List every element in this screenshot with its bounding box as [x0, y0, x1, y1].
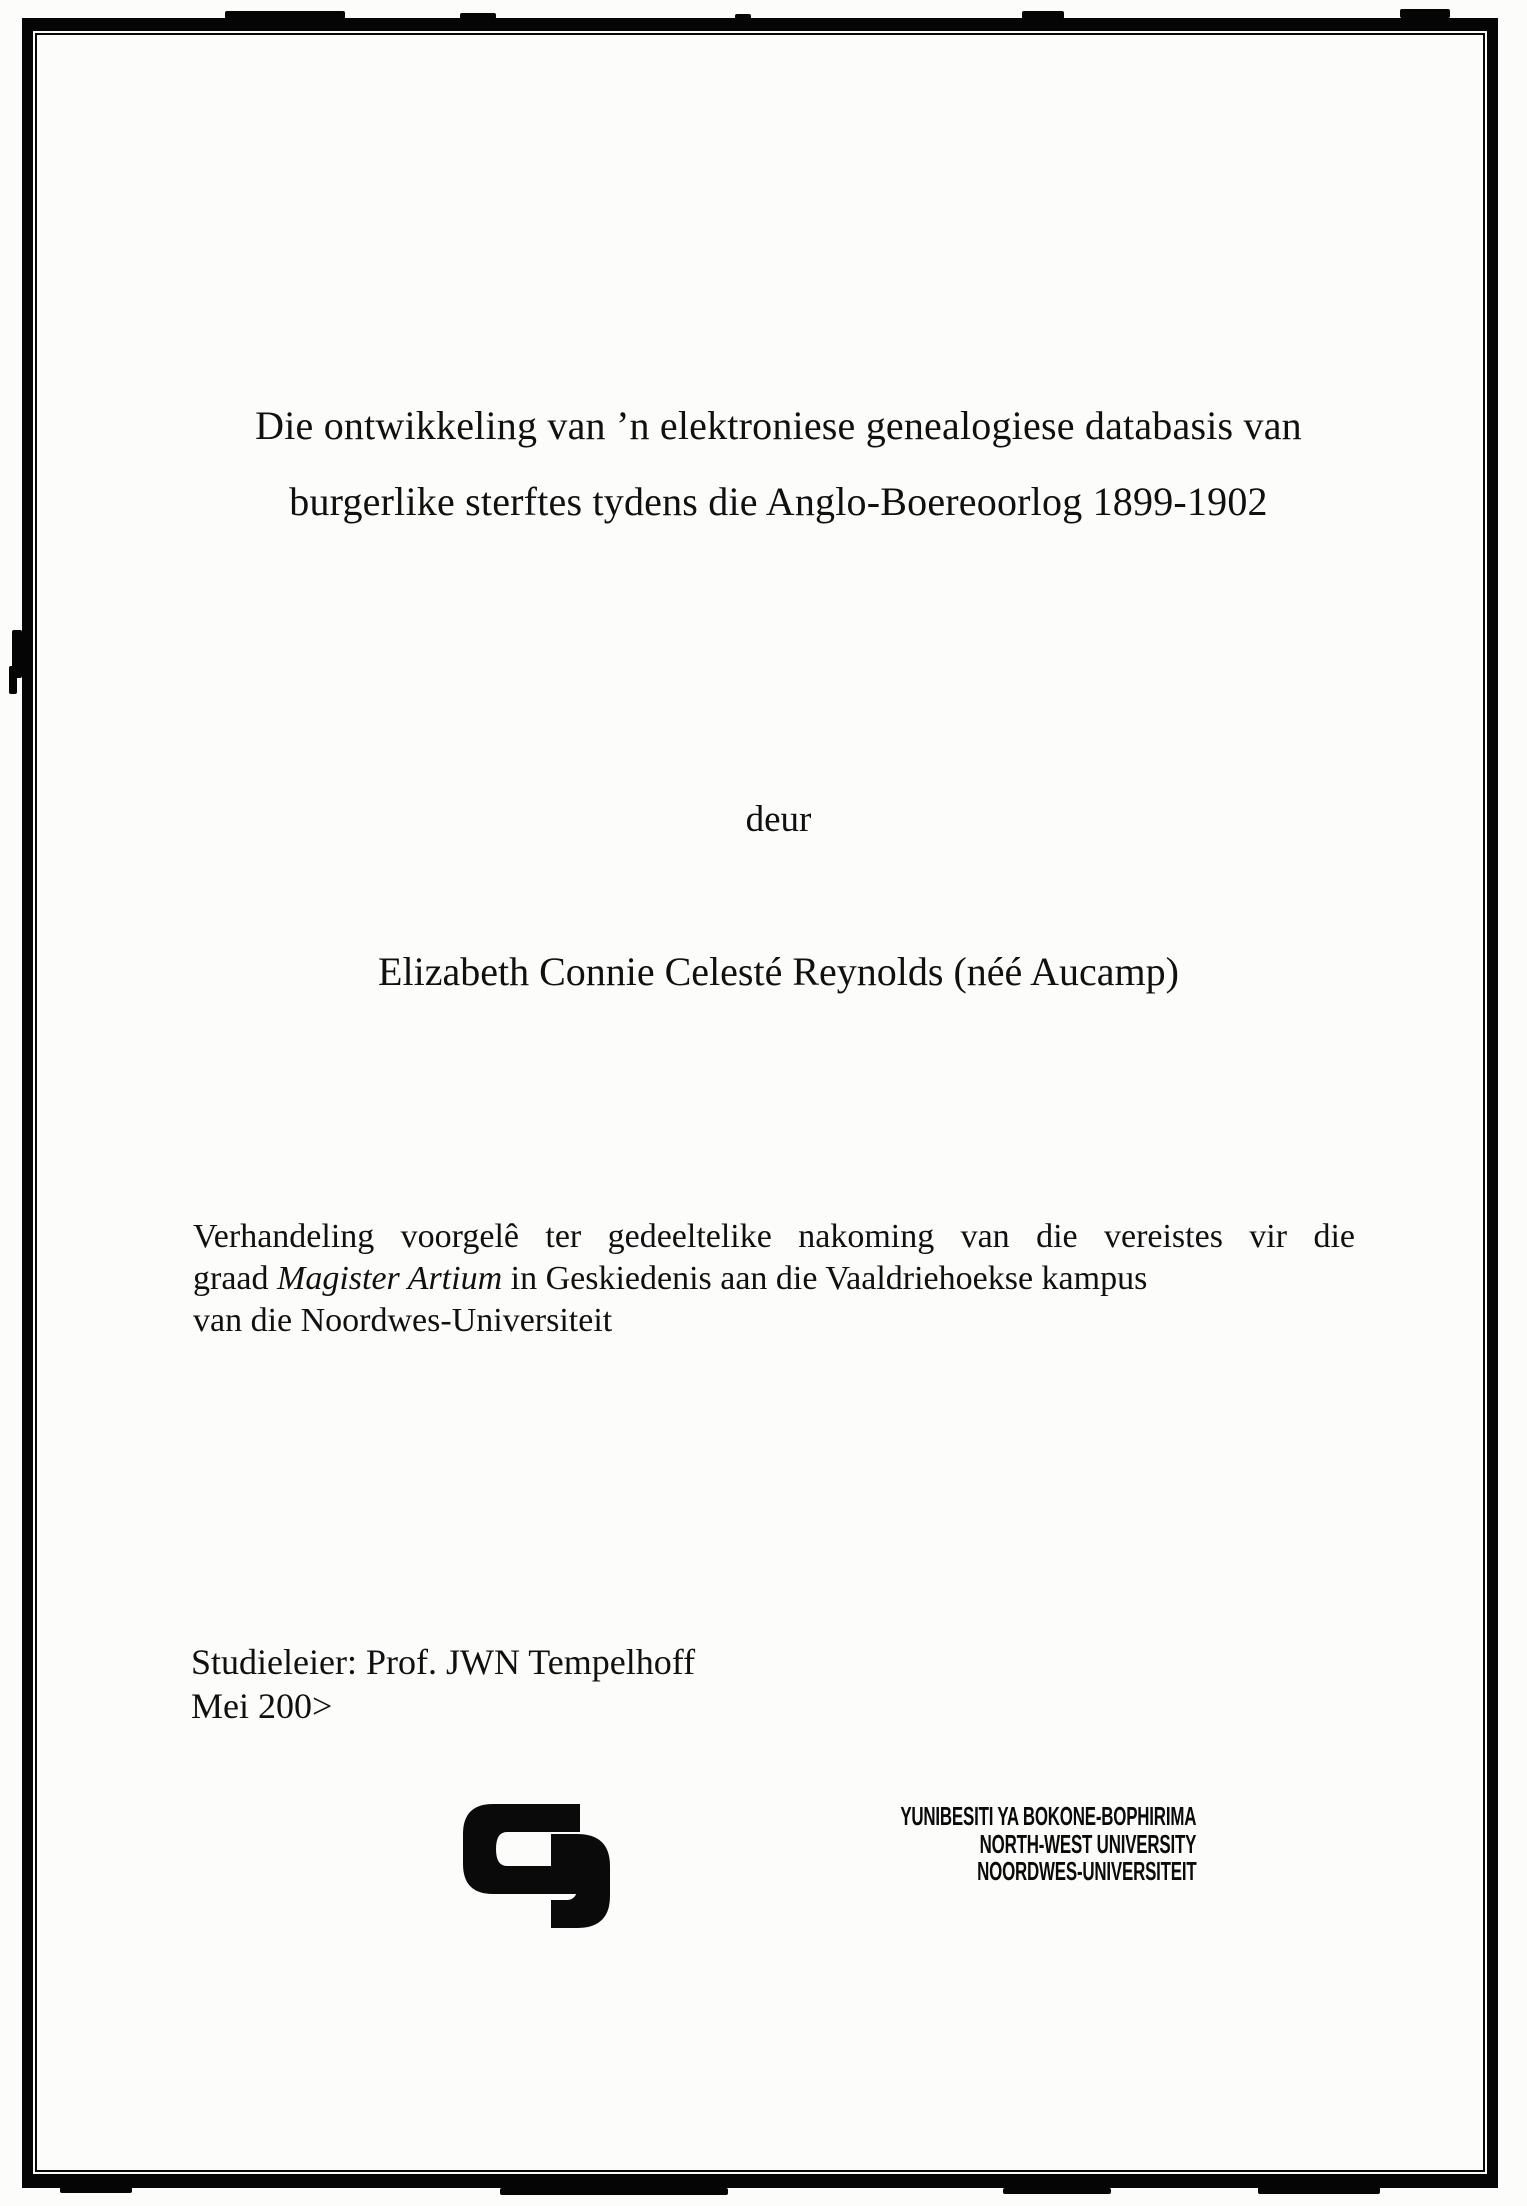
scan-artifact	[1400, 9, 1450, 18]
scan-artifact	[460, 13, 496, 19]
scan-artifact	[60, 2185, 132, 2193]
title-line-1: Die ontwikkeling van ’n elektroniese genealogiese databasis van	[255, 403, 1302, 448]
nwu-chainlink-logo-icon	[455, 1796, 615, 1936]
scan-artifact	[1258, 2187, 1380, 2194]
statement-line-1: Verhandeling voorgelê ter gedeeltelike nakoming van die vereistes vir die	[193, 1218, 1355, 1255]
author-name: Elizabeth Connie Celesté Reynolds (néé Aucamp)	[378, 949, 1179, 994]
scan-artifact	[1003, 2188, 1111, 2194]
statement-line-2	[193, 1258, 1355, 1300]
scan-artifact	[500, 2188, 728, 2195]
logo-line-english: NORTH-WEST UNIVERSITY	[979, 1828, 1196, 1859]
university-logo-text	[741, 1803, 1196, 1886]
supervisor-line: Studieleier: Prof. JWN Tempelhoff	[191, 1642, 696, 1682]
thesis-title	[90, 388, 1467, 540]
statement-line-3: van die Noordwes-Universiteit	[193, 1302, 613, 1339]
scan-artifact	[1022, 11, 1064, 19]
date-line: Mei 200>	[191, 1686, 333, 1726]
submission-statement	[193, 1216, 1355, 1342]
supervisor-block	[191, 1640, 695, 1728]
logo-line-afrikaans: NOORDWES-UNIVERSITEIT	[976, 1856, 1196, 1886]
degree-name: Magister Artium	[277, 1260, 503, 1297]
title-line-2: burgerlike sterftes tydens die Anglo-Boereoorlog 1899-1902	[289, 479, 1268, 524]
byline: deur	[745, 799, 812, 840]
statement-line-2-suffix: in Geskiedenis aan die Vaaldriehoekse kampus	[502, 1260, 1148, 1297]
university-logo	[455, 1796, 1196, 1946]
logo-line-setswana: YUNIBESITI YA BOKONE-BOPHIRIMA	[900, 1801, 1196, 1831]
scan-artifact	[735, 14, 751, 19]
statement-line-2-prefix: graad	[193, 1260, 278, 1297]
scan-artifact	[9, 666, 17, 694]
scan-artifact	[225, 11, 345, 19]
